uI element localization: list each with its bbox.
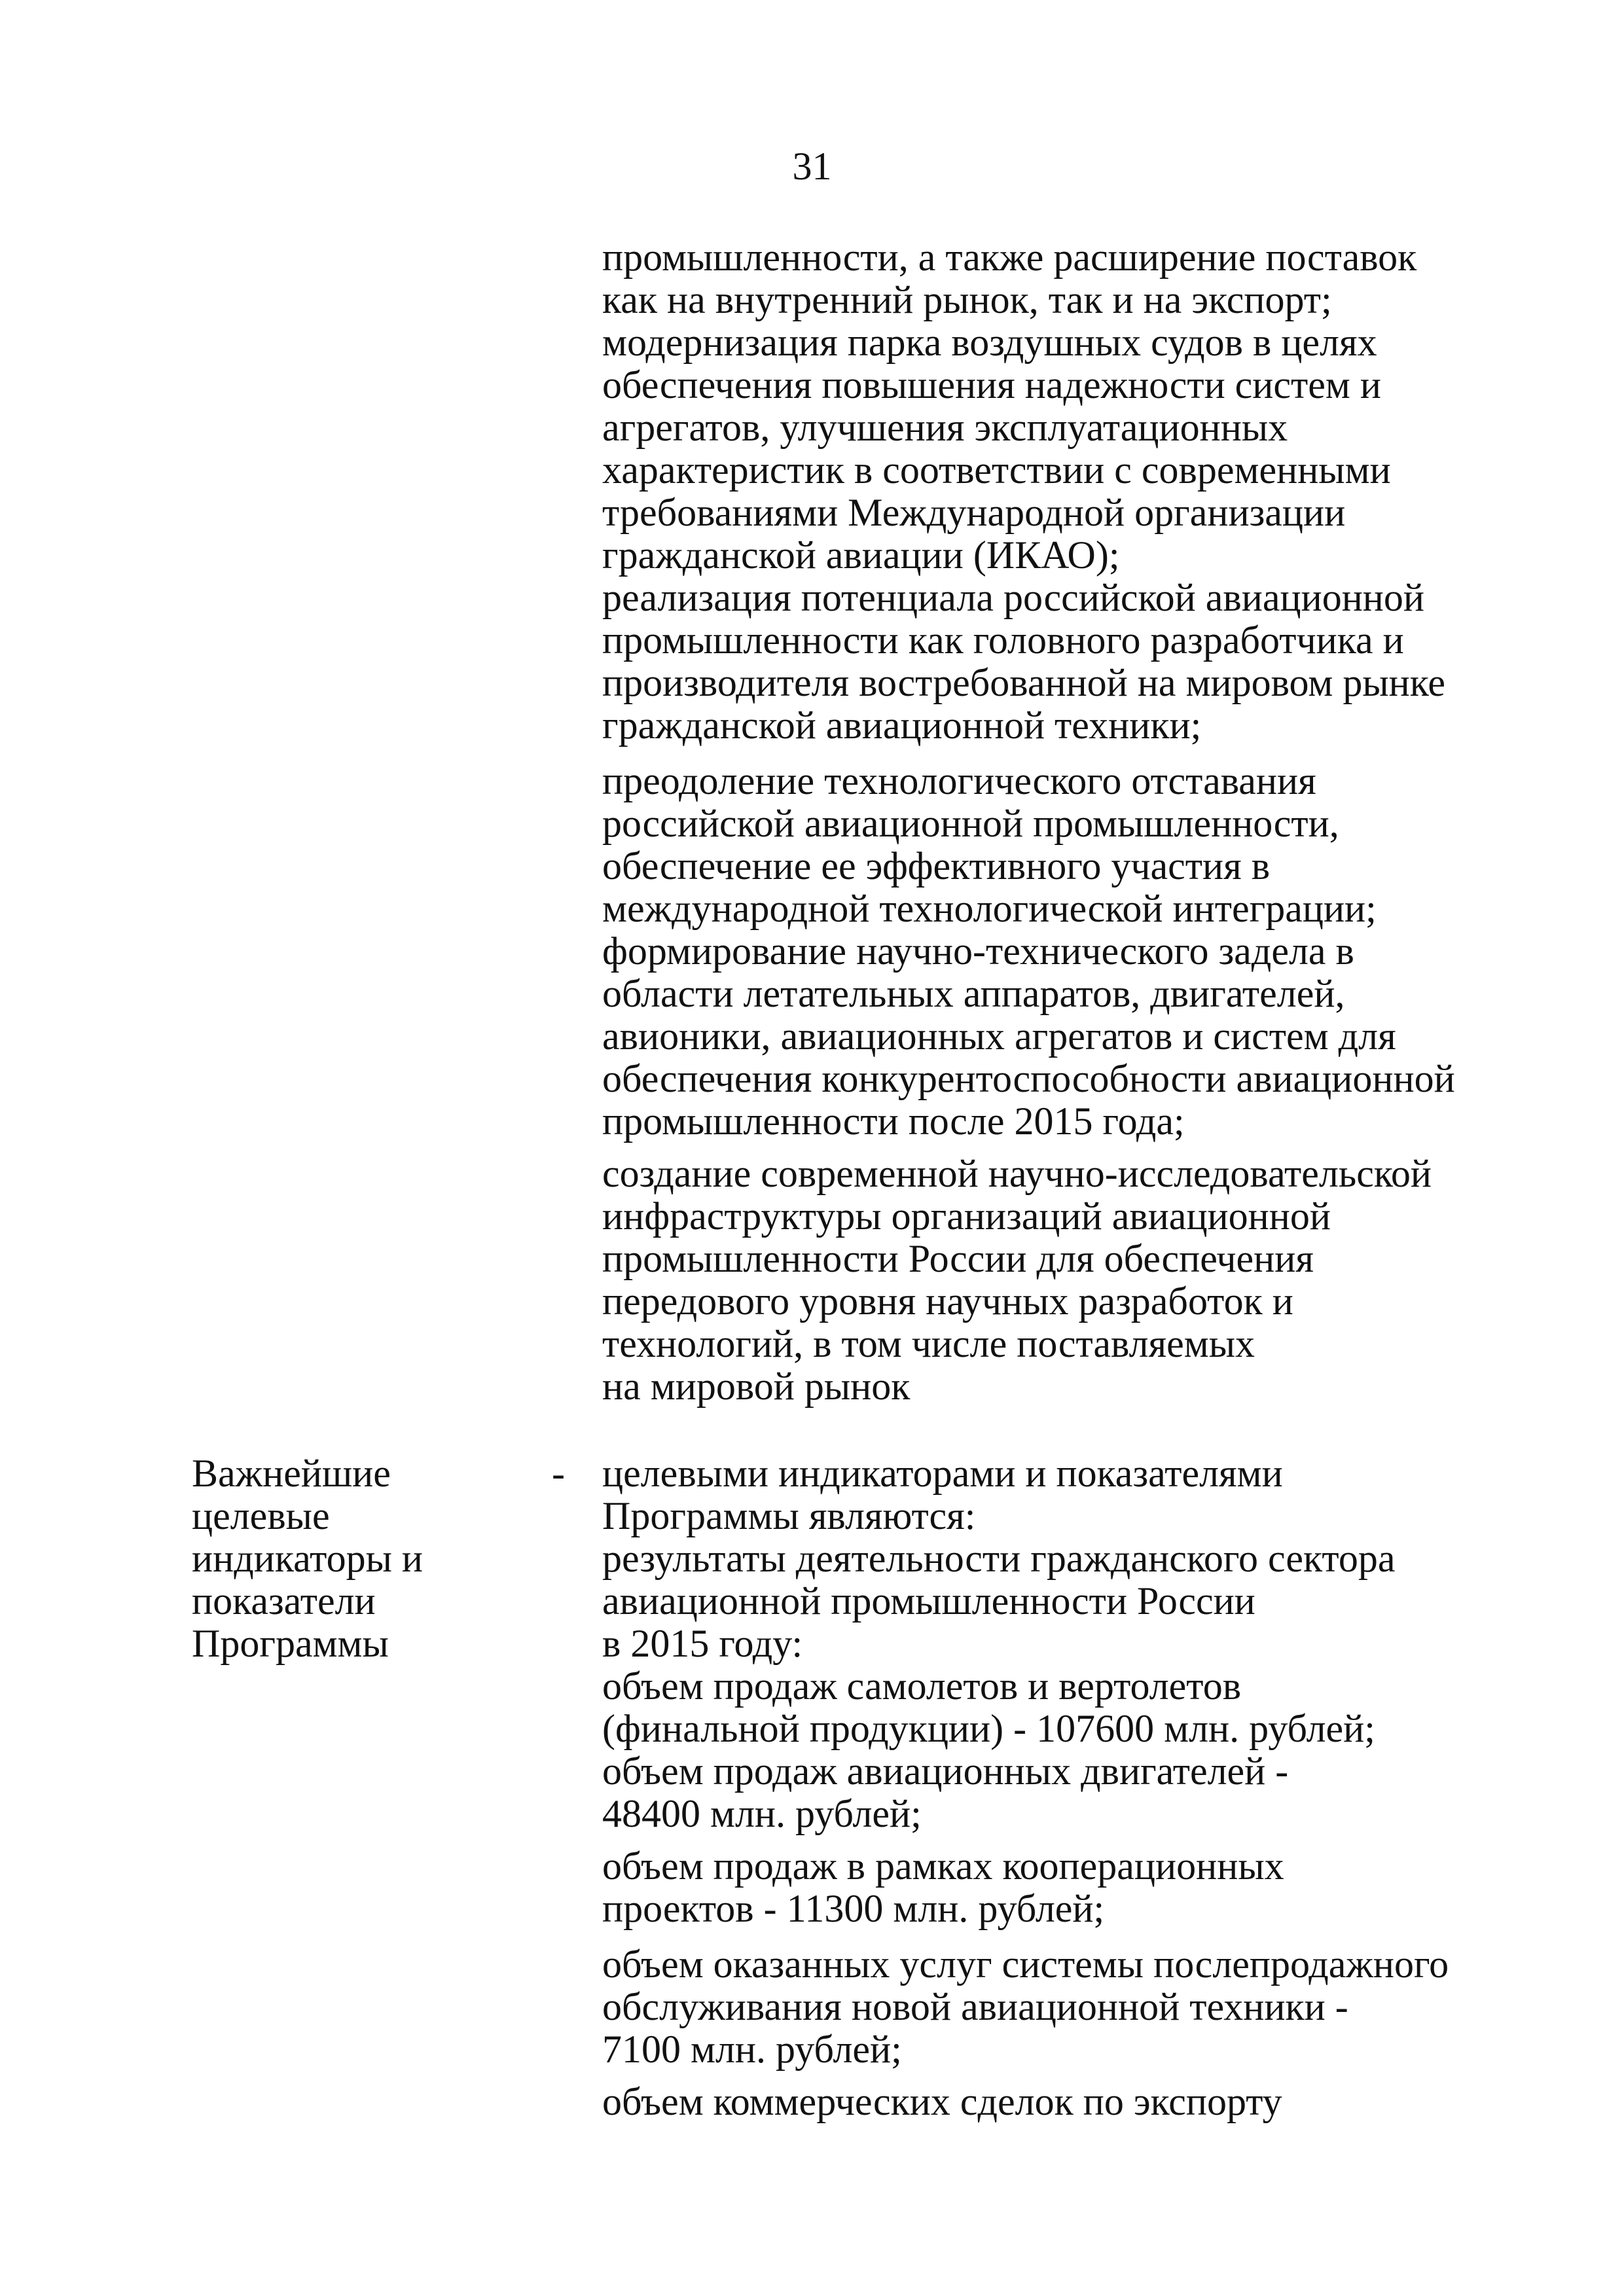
- text-line: характеристик в соответствии с современными: [602, 448, 1391, 492]
- text-line: в 2015 году:: [602, 1622, 803, 1665]
- text-line: Программы являются:: [602, 1494, 976, 1537]
- text-line: формирование научно-технического задела в: [602, 929, 1354, 973]
- text-line: реализация потенциала российской авиационной: [602, 576, 1425, 619]
- text-line: объем продаж авиационных двигателей -: [602, 1749, 1289, 1793]
- text-line: создание современной научно-исследовательской: [602, 1152, 1432, 1195]
- text-line: промышленности после 2015 года;: [602, 1100, 1185, 1143]
- text-line: российской авиационной промышленности,: [602, 802, 1339, 845]
- text-line: промышленности как головного разработчика и: [602, 619, 1404, 662]
- text-line: модернизация парка воздушных судов в целях: [602, 321, 1377, 364]
- text-line: инфраструктуры организаций авиационной: [602, 1194, 1331, 1238]
- text-line: на мировой рынок: [602, 1365, 911, 1408]
- text-line: авионики, авиационных агрегатов и систем для: [602, 1014, 1396, 1058]
- label-line: показатели: [192, 1579, 376, 1623]
- text-line: авиационной промышленности России: [602, 1579, 1255, 1623]
- text-line: технологий, в том числе поставляемых: [602, 1322, 1255, 1365]
- label-line: индикаторы и: [192, 1537, 424, 1580]
- text-line: 48400 млн. рублей;: [602, 1792, 922, 1835]
- text-line: объем продаж самолетов и вертолетов: [602, 1664, 1242, 1708]
- text-line: 7100 млн. рублей;: [602, 2028, 902, 2071]
- text-line: обслуживания новой авиационной техники -: [602, 1985, 1348, 2028]
- text-line: области летательных аппаратов, двигателей,: [602, 972, 1345, 1015]
- text-line: (финальной продукции) - 107600 млн. рублей;: [602, 1707, 1375, 1750]
- page-number: 31: [792, 145, 832, 188]
- text-line: объем продаж в рамках кооперационных: [602, 1844, 1284, 1888]
- label-line: целевые: [192, 1494, 330, 1537]
- separator-dash: -: [552, 1452, 565, 1495]
- text-line: обеспечение ее эффективного участия в: [602, 844, 1271, 888]
- text-line: проектов - 11300 млн. рублей;: [602, 1887, 1105, 1930]
- text-line: объем коммерческих сделок по экспорту: [602, 2080, 1282, 2123]
- text-line: обеспечения повышения надежности систем и: [602, 363, 1381, 406]
- text-line: производителя востребованной на мировом рынке: [602, 661, 1446, 704]
- label-line: Важнейшие: [192, 1452, 391, 1495]
- label-line: Программы: [192, 1622, 389, 1665]
- text-line: агрегатов, улучшения эксплуатационных: [602, 406, 1288, 449]
- text-line: международной технологической интеграции;: [602, 887, 1377, 930]
- text-line: объем оказанных услуг системы послепродажного: [602, 1943, 1449, 1986]
- text-line: преодоление технологического отставания: [602, 759, 1316, 802]
- text-line: гражданской авиации (ИКАО);: [602, 533, 1120, 577]
- text-line: как на внутренний рынок, так и на экспорт;: [602, 278, 1332, 321]
- text-line: гражданской авиационной техники;: [602, 704, 1202, 747]
- text-line: целевыми индикаторами и показателями: [602, 1452, 1283, 1495]
- text-line: промышленности России для обеспечения: [602, 1237, 1314, 1280]
- text-line: требованиями Международной организации: [602, 491, 1346, 534]
- text-line: обеспечения конкурентоспособности авиационной: [602, 1057, 1455, 1100]
- text-line: результаты деятельности гражданского сектора: [602, 1537, 1396, 1580]
- text-line: передового уровня научных разработок и: [602, 1280, 1293, 1323]
- text-line: промышленности, а также расширение поставок: [602, 236, 1417, 279]
